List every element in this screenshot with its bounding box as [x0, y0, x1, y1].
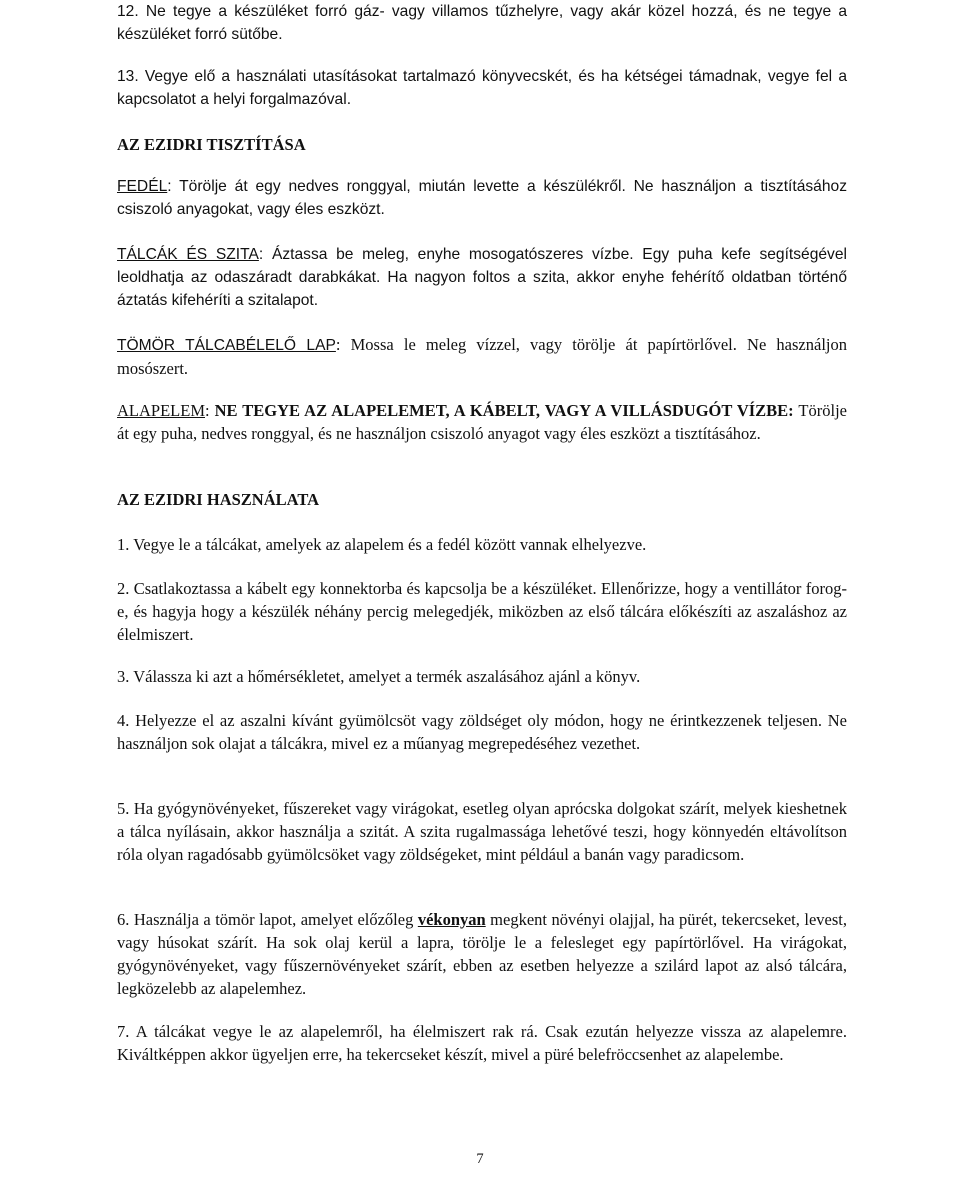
base-label: ALAPELEM	[117, 401, 205, 420]
step-6: 6. Használja a tömör lapot, amelyet előzőleg vékonyan megkent növényi olajjal, ha pürét, tekercseket, levest, vagy húsokat szárít. Ha sok olaj kerül a lapra, törölje le a felesleget egy papírtörlővel. Ha virágokat, gyógynövényeket, vagy fűszernövényeket szárít, ebben az esetben helyezze a szilárd lapot az alsó tálcára, legközelebb az alapelemhez.	[117, 910, 847, 998]
step-7: 7. A tálcákat vegye le az alapelemről, ha élelmiszert rak rá. Csak ezután helyezze vissza az alapelemre. Kiváltképpen akkor ügyeljen erre, ha tekercseket készít, mivel a püré belefröccsenhet az alapelembe.	[117, 1022, 847, 1064]
usage-heading: AZ EZIDRI HASZNÁLATA	[117, 490, 320, 509]
lid-label: FEDÉL	[117, 178, 168, 195]
trays-label: TÁLCÁK ÉS SZITA	[117, 246, 259, 263]
emphasis-thinly: vékonyan	[417, 910, 486, 929]
step-3: 3. Válassza ki azt a hőmérsékletet, amelyet a termék aszalásához ajánl a könyv.	[117, 667, 641, 686]
trays-paragraph: TÁLCÁK ÉS SZITA: Áztassa be meleg, enyhe mosogatószeres vízbe. Egy puha kefe segítségével leoldhatja az odaszáradt darabkákat. Ha nagyon foltos a szita, akkor enyhe fehérítő oldatban történő áztatás kifehéríti a szitalapot.	[117, 246, 847, 309]
lid-text: Törölje át egy nedves ronggyal, miután levette a készülékről. Ne használjon a tisztításához csiszoló anyagokat, vagy éles eszközt.	[117, 178, 847, 218]
step-4: 4. Helyezze el az aszalni kívánt gyümölcsöt vagy zöldséget oly módon, hogy ne érintkezzenek teljesen. Ne használjon sok olajat a tálcákra, mivel ez a műanyag megrepedéséhez vezethet.	[117, 711, 847, 753]
item-12: 12. Ne tegye a készüléket forró gáz- vagy villamos tűzhelyre, vagy akár közel hozzá, és ne tegye a készüléket forró sütőbe.	[117, 3, 847, 43]
lid-paragraph: FEDÉL: Törölje át egy nedves ronggyal, miután levette a készülékről. Ne használjon a tisztításához csiszoló anyagokat, vagy éles eszközt.	[117, 178, 847, 218]
solid-sheet-paragraph: TÖMÖR TÁLCABÉLELŐ LAP: Mossa le meleg vízzel, vagy törölje át papírtörlővel. Ne használjon mosószert.	[117, 335, 847, 378]
page-number: 7	[476, 1151, 484, 1167]
cleaning-heading: AZ EZIDRI TISZTÍTÁSA	[117, 135, 306, 154]
step-2: 2. Csatlakoztassa a kábelt egy konnektorba és kapcsolja be a készüléket. Ellenőrizze, hogy a ventillátor forog-e, és hagyja hogy a készülék néhány percig melegedjék, miközben az első tálcára előkészíti az aszaláshoz az élelmiszert.	[117, 579, 847, 644]
base-warning: NE TEGYE AZ ALAPELEMET, A KÁBELT, VAGY A VILLÁSDUGÓT VÍZBE:	[214, 401, 794, 420]
solid-sheet-text: Mossa le meleg vízzel, vagy törölje át papírtörlővel. Ne használjon mosószert.	[117, 335, 847, 378]
base-paragraph: ALAPELEM: NE TEGYE AZ ALAPELEMET, A KÁBELT, VAGY A VILLÁSDUGÓT VÍZBE: Törölje át egy puha, nedves ronggyal, és ne használjon csiszoló anyagot vagy éles eszközt a tisztításához.	[117, 401, 847, 443]
trays-text: Áztassa be meleg, enyhe mosogatószeres vízbe. Egy puha kefe segítségével leoldhatja az odaszáradt darabkákat. Ha nagyon foltos a szita, akkor enyhe fehérítő oldatban történő áztatás kifehéríti a szitalapot.	[117, 246, 847, 309]
solid-sheet-label: TÖMÖR TÁLCABÉLELŐ LAP	[117, 337, 336, 354]
step-5: 5. Ha gyógynövényeket, fűszereket vagy virágokat, esetleg olyan aprócska dolgokat szárít, melyek kieshetnek a tálca nyílásain, akkor használja a szitát. A szita rugalmassága lehetővé teszi, hogy könnyedén eltávolítson róla olyan ragadósabb gyümölcsöket vagy zöldségeket, mint például a banán vagy paradicsom.	[117, 799, 847, 864]
item-13: 13. Vegye elő a használati utasításokat tartalmazó könyvecskét, és ha kétségei támadnak, vegye fel a kapcsolatot a helyi forgalmazóval.	[117, 68, 847, 108]
step-1: 1. Vegye le a tálcákat, amelyek az alapelem és a fedél között vannak elhelyezve.	[117, 535, 647, 554]
base-text: Törölje át egy puha, nedves ronggyal, és ne használjon csiszoló anyagot vagy éles eszközt a tisztításához.	[117, 401, 847, 443]
